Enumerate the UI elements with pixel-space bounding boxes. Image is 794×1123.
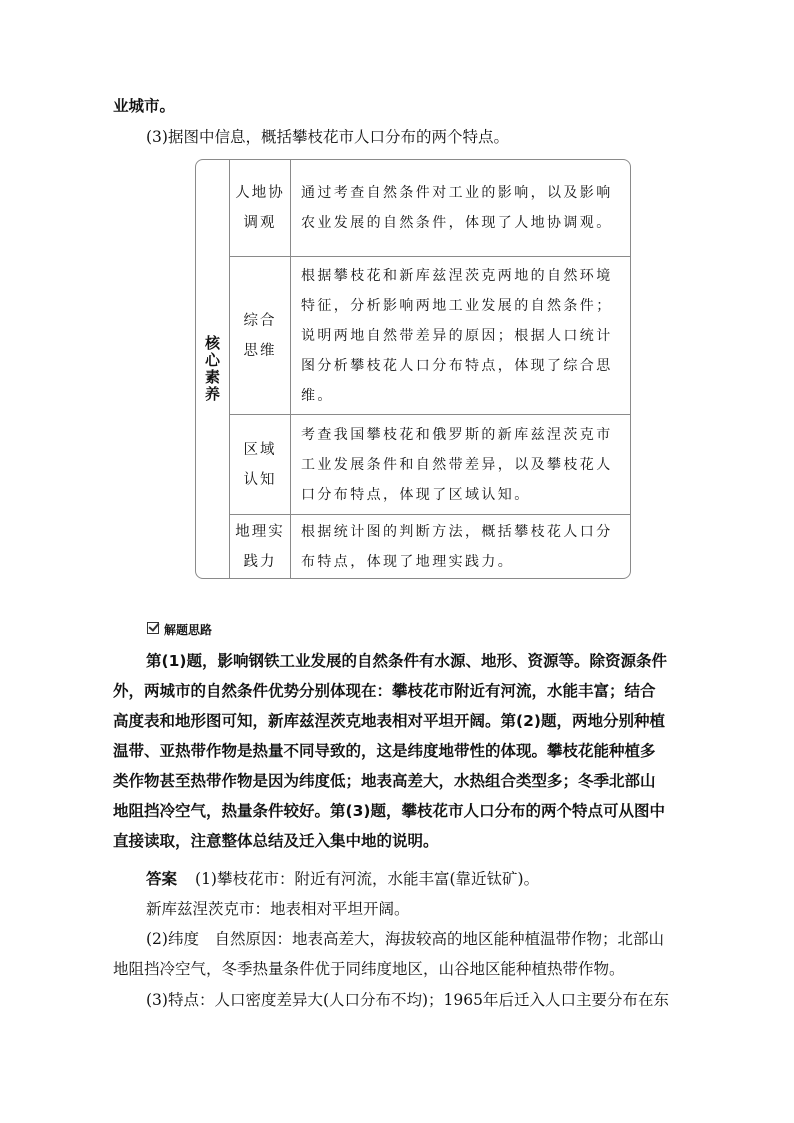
category-cell <box>230 415 291 514</box>
core-literacy-table <box>195 159 631 579</box>
category-cell <box>230 515 291 578</box>
category-cell <box>230 160 291 256</box>
hint-line: 外，两城市的自然条件优势分别体现在：攀枝花市附近有河流，水能丰富；结合 <box>113 682 656 700</box>
category-label: 人地协 <box>235 185 285 201</box>
checkbox-icon <box>147 622 159 634</box>
category-label: 思维 <box>243 342 277 359</box>
table-row <box>230 514 631 578</box>
description-cell <box>291 515 631 578</box>
hint-line: 高度表和地形图可知，新库兹涅茨克地表相对平坦开阔。第(2)题，两地分别种植 <box>113 712 665 730</box>
description-text: 根据统计图的判断方法，概括攀枝花人口分布特点，体现了地理实践力。 <box>301 523 613 570</box>
hint-title: 解题思路 <box>164 623 213 637</box>
core-literacy-header-cell <box>196 160 230 578</box>
table-row <box>230 160 631 256</box>
category-label: 调观 <box>243 215 277 231</box>
answer-line: 新库兹涅茨克市：地表相对平坦开阔。 <box>146 900 410 918</box>
description-cell <box>291 160 631 256</box>
category-label: 认知 <box>243 471 277 488</box>
description-cell <box>291 257 631 414</box>
hint-line: 温带、亚热带作物是热量不同导致的，这是纬度地带性的体现。攀枝花能种植多 <box>113 742 656 760</box>
table-row <box>230 256 631 414</box>
hint-line: 类作物甚至热带作物是因为纬度低；地表高差大，水热组合类型多；冬季北部山 <box>113 772 656 790</box>
category-cell <box>230 257 291 414</box>
hint-line: 第(1)题，影响钢铁工业发展的自然条件有水源、地形、资源等。除资源条件 <box>146 652 667 670</box>
category-label: 践力 <box>243 553 277 570</box>
hint-line: 直接读取，注意整体总结及迁入集中地的说明。 <box>113 832 439 850</box>
category-label: 综合 <box>243 312 277 329</box>
category-label: 区域 <box>243 441 277 458</box>
continued-text: 业城市。 <box>113 97 176 115</box>
answer-line: (3)特点：人口密度差异大(人口分布不均)；1965年后迁入人口主要分布在东 <box>146 991 669 1009</box>
category-label: 地理实 <box>235 523 285 540</box>
answer-text: (1)攀枝花市：附近有河流，水能丰富(靠近钛矿)。 <box>195 870 540 888</box>
answer-line: 地阻挡冷空气，冬季热量条件优于同纬度地区，山谷地区能种植热带作物。 <box>113 960 625 978</box>
answer-line: (2)纬度 自然原因：地表高差大，海拔较高的地区能种植温带作物；北部山 <box>146 930 664 948</box>
answer-line <box>146 869 539 889</box>
core-literacy-header: 核心素养 <box>203 335 221 403</box>
description-cell <box>291 415 631 514</box>
hint-line: 地阻挡冷空气，热量条件较好。第(3)题，攀枝花市人口分布的两个特点可从图中 <box>113 802 665 820</box>
description-text: 根据攀枝花和新库兹涅茨克两地的自然环境特征，分析影响两地工业发展的自然条件；说明两地自然带差异的原因；根据人口统计图分析攀枝花人口分布特点，体现了综合思维。 <box>301 267 613 404</box>
question-3: (3)据图中信息，概括攀枝花市人口分布的两个特点。 <box>146 128 509 146</box>
table-row <box>230 414 631 514</box>
description-text: 通过考查自然条件对工业的影响，以及影响农业发展的自然条件，体现了人地协调观。 <box>301 185 613 231</box>
description-text: 考查我国攀枝花和俄罗斯的新库兹涅茨克市工业发展条件和自然带差异，以及攀枝花人口分布特点，体现了区域认知。 <box>301 426 613 503</box>
answer-label: 答案 <box>146 870 178 888</box>
